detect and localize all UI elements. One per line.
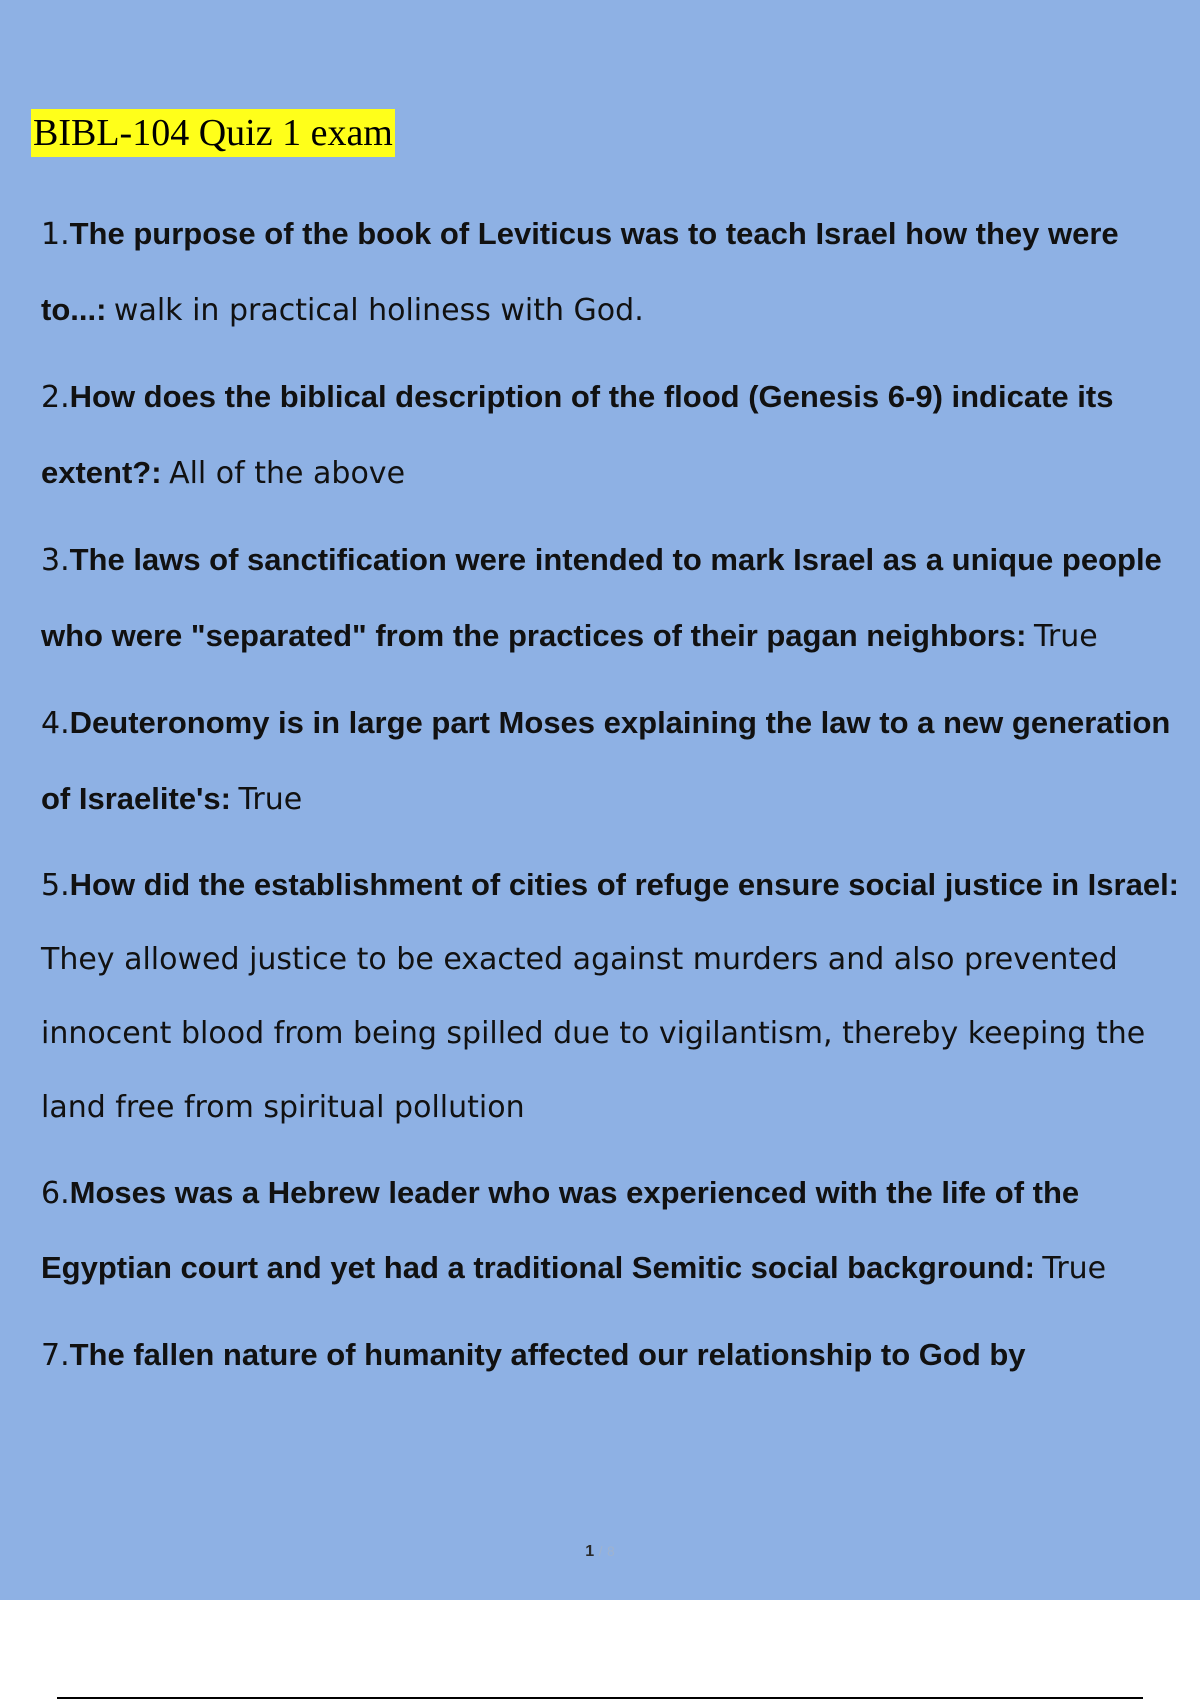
answer-text: True bbox=[238, 782, 303, 817]
answer-text: They allowed justice to be exacted against murders and also prevented innocent blood from being spilled due to vigilantism, thereby keeping the land free from spiritual pollution bbox=[41, 942, 1146, 1125]
question-item bbox=[41, 196, 1181, 348]
question-text: The fallen nature of humanity affected our relationship to God by bbox=[69, 1337, 1026, 1372]
answer-text: True bbox=[1033, 619, 1098, 654]
question-text: The purpose of the book of Leviticus was to teach Israel how they were to...: bbox=[41, 216, 1119, 327]
question-number: 3. bbox=[41, 543, 70, 578]
question-item bbox=[41, 522, 1181, 674]
current-page-number: 1 bbox=[585, 1543, 595, 1560]
question-item bbox=[41, 1156, 1181, 1306]
question-item bbox=[41, 848, 1181, 1145]
question-item bbox=[41, 359, 1181, 511]
bottom-divider bbox=[57, 1697, 1143, 1699]
question-text: Deuteronomy is in large part Moses explaining the law to a new generation of Israelite's: bbox=[41, 705, 1171, 816]
question-list bbox=[41, 196, 1181, 1404]
question-number: 5. bbox=[41, 868, 70, 903]
question-number: 4. bbox=[41, 706, 70, 741]
question-number: 2. bbox=[41, 380, 70, 415]
total-page-count: 8 bbox=[606, 1543, 615, 1559]
question-text: How did the establishment of cities of refuge ensure social justice in Israel: bbox=[69, 867, 1180, 902]
question-number: 1. bbox=[41, 217, 70, 252]
answer-text: walk in practical holiness with God. bbox=[113, 293, 644, 328]
question-text: The laws of sanctification were intended to mark Israel as a unique people who were "separated" from the practices of their pagan neighbors: bbox=[41, 542, 1162, 653]
question-text: Moses was a Hebrew leader who was experienced with the life of the Egyptian court and yet had a traditional Semitic social background: bbox=[41, 1175, 1080, 1285]
document-title: BIBL-104 Quiz 1 exam bbox=[31, 109, 395, 157]
question-item bbox=[41, 1317, 1181, 1393]
question-item bbox=[41, 685, 1181, 837]
answer-text: True bbox=[1042, 1251, 1107, 1286]
question-number: 7. bbox=[41, 1338, 70, 1373]
question-text: How does the biblical description of the flood (Genesis 6-9) indicate its extent?: bbox=[41, 379, 1114, 490]
page-indicator bbox=[0, 1543, 1200, 1561]
answer-text: All of the above bbox=[169, 456, 406, 491]
question-number: 6. bbox=[41, 1176, 70, 1211]
page-separator: / bbox=[598, 1543, 603, 1559]
